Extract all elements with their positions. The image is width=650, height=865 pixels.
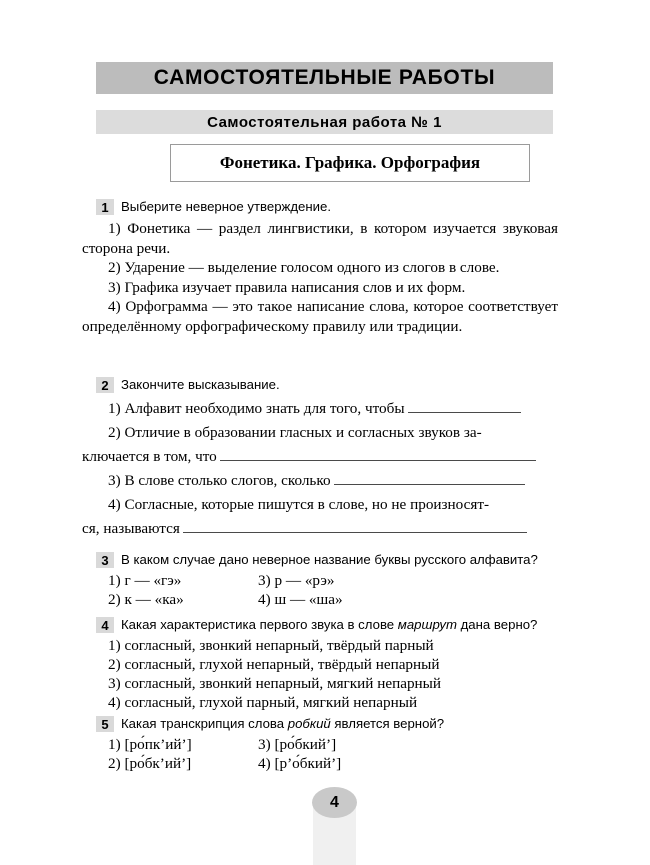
question-2-item-4-line2 (82, 517, 558, 541)
question-3-option-row (108, 571, 650, 590)
question-5-option-1: 1) [ро́пк’ий’] (108, 736, 192, 753)
question-2-item-2-cont: ключается в том, что (82, 448, 217, 465)
question-2-item-3 (82, 469, 558, 493)
question-5 (0, 715, 650, 773)
question-3-header (0, 551, 650, 570)
question-4-prompt-keyword: маршрут (397, 617, 457, 632)
question-5-prompt-before: Какая транскрипция слова (121, 716, 288, 731)
question-5-options (0, 735, 650, 773)
question-2-blank-1[interactable] (408, 399, 521, 413)
question-1 (0, 198, 650, 336)
question-4-option-3: 3) согласный, звонкий непарный, мягкий непарный (108, 675, 442, 692)
question-2-item-2-line1 (82, 421, 558, 445)
question-5-option-2: 2) [ро́бк’ий’] (108, 755, 192, 772)
question-4-option-4: 4) согласный, глухой парный, мягкий непарный (108, 694, 418, 711)
section-banner (96, 62, 553, 94)
question-1-header (0, 198, 650, 217)
question-1-prompt: Выберите неверное утверждение. (121, 199, 332, 214)
question-3 (0, 551, 650, 609)
question-2-item-2-line2 (82, 445, 558, 469)
worksheet-banner-title: Самостоятельная работа № 1 (207, 113, 442, 131)
question-1-option-2: 2) Ударение — выделение голосом одного из слогов в слове. (108, 259, 500, 276)
question-4-prompt-before: Какая характеристика первого звука в слове (121, 617, 398, 632)
question-2-item-1 (82, 397, 558, 421)
question-5-option-3: 3) [ро́бкий’] (258, 736, 337, 753)
question-5-prompt (121, 715, 650, 732)
page-number: 4 (330, 793, 339, 811)
question-3-option-4: 4) ш — «ша» (258, 591, 343, 608)
question-4-option-2: 2) согласный, глухой непарный, твёрдый непарный (108, 656, 440, 673)
question-5-prompt-after: является верной? (330, 716, 445, 731)
worksheet-banner (96, 110, 553, 134)
question-5-prompt-keyword: робкий (287, 716, 331, 731)
question-2-blank-4[interactable] (183, 519, 527, 533)
question-3-option-row (108, 590, 650, 609)
question-2-answers (0, 397, 650, 541)
page-number-badge (312, 787, 357, 818)
question-2-item-3-text: 3) В слове столько слогов, сколько (108, 472, 331, 489)
question-2-number: 2 (96, 377, 114, 393)
question-5-option-row (108, 754, 650, 773)
question-3-options (0, 571, 650, 609)
question-5-option-row (108, 735, 650, 754)
question-2-blank-2[interactable] (220, 447, 536, 461)
question-2-item-4-cont: ся, называются (82, 520, 180, 537)
question-4-options (0, 636, 650, 712)
question-3-option-1: 1) г — «гэ» (108, 572, 182, 589)
question-5-number: 5 (96, 716, 114, 732)
question-2-blank-3[interactable] (334, 471, 525, 485)
question-2-item-1-text: 1) Алфавит необходимо знать для того, чтобы (108, 400, 405, 417)
question-4-prompt-after: дана верно? (456, 617, 538, 632)
question-2-item-4-line1 (82, 493, 558, 517)
question-4-option-1: 1) согласный, звонкий непарный, твёрдый парный (108, 637, 434, 654)
question-1-option-3: 3) Графика изучает правила написания слов и их форм. (108, 278, 466, 296)
question-1-option-1: 1) Фонетика — раздел лингвистики, в котором изучается звуковая сторона речи. (82, 220, 558, 257)
question-5-header (0, 715, 650, 734)
question-4-prompt (121, 616, 650, 633)
question-2 (0, 376, 650, 541)
question-1-answers (0, 219, 650, 336)
question-3-prompt: В каком случае дано неверное название буквы русского алфавита? (121, 552, 538, 567)
question-1-number: 1 (96, 199, 114, 215)
question-3-option-3: 3) р — «рэ» (258, 572, 335, 589)
question-2-header (0, 376, 650, 395)
question-3-number: 3 (96, 552, 114, 568)
topic-title-box (170, 144, 530, 182)
question-2-item-2-text: 2) Отличие в образовании гласных и согласных звуков за- (108, 424, 482, 441)
question-4 (0, 616, 650, 712)
topic-title: Фонетика. Графика. Орфография (219, 153, 481, 172)
question-2-item-4-text: 4) Согласные, которые пишутся в слове, но не произносят- (108, 496, 490, 513)
section-banner-title: САМОСТОЯТЕЛЬНЫЕ РАБОТЫ (153, 66, 496, 89)
question-3-option-2: 2) к — «ка» (108, 591, 184, 608)
question-4-number: 4 (96, 617, 114, 633)
question-1-option-4: 4) Орфограмма — это такое написание слова, которое соответствует определённому орфографическому правилу или традиции. (82, 298, 558, 335)
question-2-prompt: Закончите высказывание. (121, 377, 280, 392)
question-4-header (0, 616, 650, 635)
question-5-option-4: 4) [р’о́бкий’] (258, 755, 342, 772)
